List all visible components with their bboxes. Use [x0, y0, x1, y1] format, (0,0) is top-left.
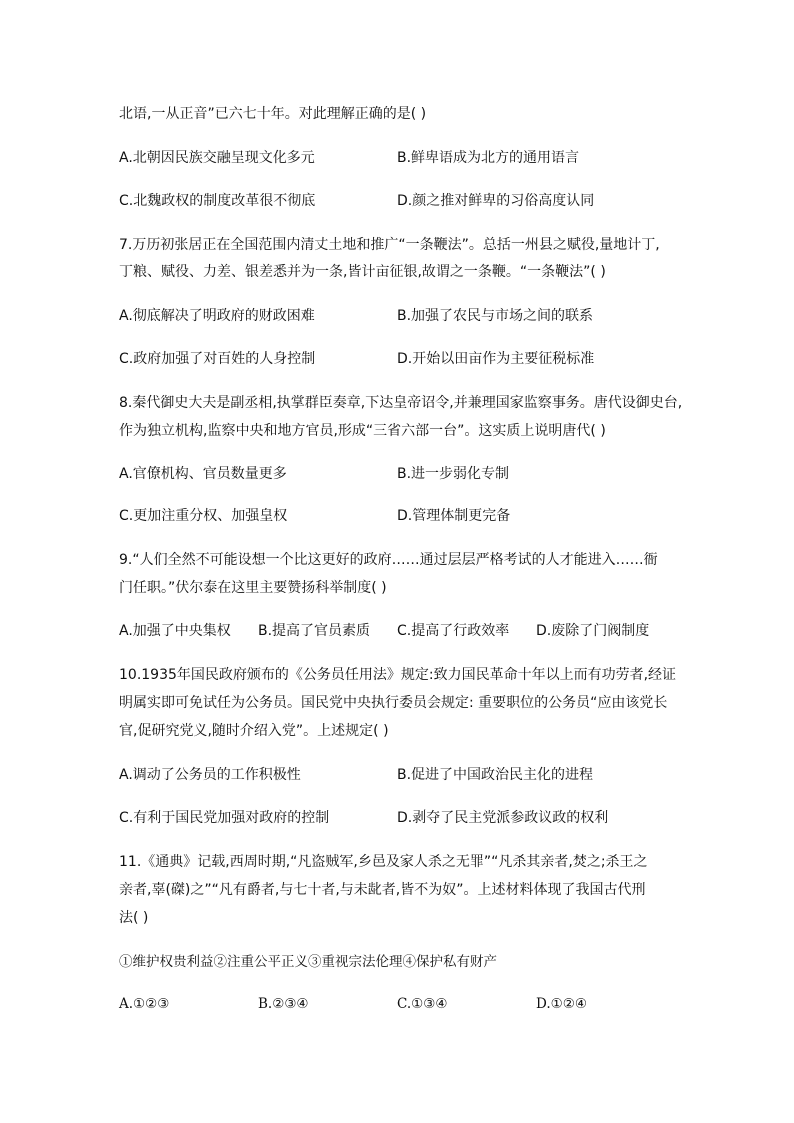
q6-option-a: A.北朝因民族交融呈现文化多元: [119, 150, 315, 166]
q8-stem-line-1: 8.秦代御史大夫是副丞相,执掌群臣奏章,下达皇帝诏令,并兼理国家监察事务。唐代设御史台,: [119, 395, 683, 411]
q11-option-d: D.①②④: [536, 996, 587, 1012]
q11-option-c: C.①③④: [397, 996, 448, 1012]
q8-stem-line-2: 作为独立机构,监察中央和地方官员,形成“三省六部一台”。这实质上说明唐代( ): [119, 423, 606, 439]
q9-stem-line-2: 门任职。”伏尔泰在这里主要赞扬科举制度( ): [119, 580, 387, 596]
q11-items: ①维护权贵利益②注重公平正义③重视宗法伦理④保护私有财产: [119, 954, 497, 970]
q11-stem-line-2: 亲者,辜(磔)之”“凡有爵者,与七十者,与未龀者,皆不为奴”。上述材料体现了我国古代刑: [119, 882, 646, 898]
q8-option-a: A.官僚机构、官员数量更多: [119, 466, 287, 482]
q9-option-b: B.提高了官员素质: [258, 623, 371, 639]
q6-stem-tail: 北语,一从正音”已六七十年。对此理解正确的是( ): [119, 106, 427, 122]
q10-stem-line-3: 官,促研究党义,随时介绍入党”。上述规定( ): [119, 723, 389, 739]
q9-option-c: C.提高了行政效率: [397, 623, 510, 639]
q6-option-c: C.北魏政权的制度改革很不彻底: [119, 193, 316, 209]
q7-option-a: A.彻底解决了明政府的财政困难: [119, 308, 315, 324]
q7-option-d: D.开始以田亩作为主要征税标准: [397, 351, 595, 367]
q7-stem-line-1: 7.万历初张居正在全国范围内清丈土地和推广“一条鞭法”。总括一州县之赋役,量地计丁,: [119, 237, 660, 253]
q7-option-c: C.政府加强了对百姓的人身控制: [119, 351, 316, 367]
q7-stem-line-2: 丁粮、赋役、力差、银差悉并为一条,皆计亩征银,故谓之一条鞭。“一条鞭法”( ): [119, 264, 606, 280]
q9-option-d: D.废除了门阀制度: [536, 623, 650, 639]
q8-option-b: B.进一步弱化专制: [397, 466, 510, 482]
q8-option-c: C.更加注重分权、加强皇权: [119, 508, 288, 524]
q10-option-a: A.调动了公务员的工作积极性: [119, 767, 301, 783]
q6-option-b: B.鲜卑语成为北方的通用语言: [397, 150, 580, 166]
q9-option-a: A.加强了中央集权: [119, 623, 231, 639]
q9-stem-line-1: 9.“人们全然不可能设想一个比这更好的政府……通过层层严格考试的人才能进入……衙: [119, 552, 658, 568]
q11-option-a: A.①②③: [119, 996, 170, 1012]
q10-stem-line-2: 明属实即可免试任为公务员。国民党中央执行委员会规定: 重要职位的公务员“应由该党长: [119, 695, 668, 711]
q6-option-d: D.颜之推对鲜卑的习俗高度认同: [397, 193, 595, 209]
q8-option-d: D.管理体制更完备: [397, 508, 511, 524]
q7-option-b: B.加强了农民与市场之间的联系: [397, 308, 594, 324]
q10-stem-line-1: 10.1935年国民政府颁布的《公务员任用法》规定:致力国民革命十年以上而有功劳者,经证: [119, 667, 677, 683]
q11-stem-line-3: 法( ): [119, 910, 149, 926]
q11-option-b: B.②③④: [258, 996, 309, 1012]
q10-option-d: D.剥夺了民主党派参政议政的权利: [397, 810, 609, 826]
q10-option-c: C.有利于国民党加强对政府的控制: [119, 810, 330, 826]
q11-stem-line-1: 11.《通典》记载,西周时期,“凡盗贼军,乡邑及家人杀之无罪”“凡杀其亲者,焚之;杀王之: [119, 854, 648, 870]
q10-option-b: B.促进了中国政治民主化的进程: [397, 767, 594, 783]
